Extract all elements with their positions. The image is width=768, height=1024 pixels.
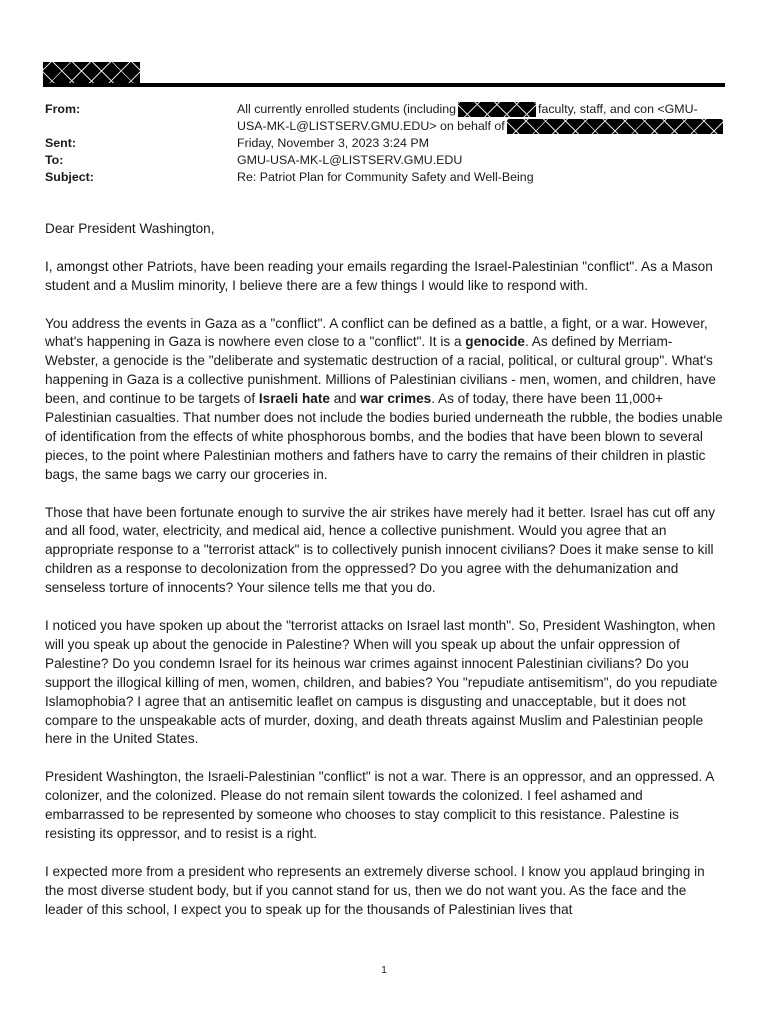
email-header	[45, 101, 725, 186]
paragraph-2-text-d: and	[329, 391, 361, 407]
paragraph-6: I expected more from a president who represents an extremely diverse school. I know you applaud bringing in the most diverse student body, but if you cannot stand for us, then we do not want you. As the face and the leader of this school, I expect you to speak up for the thousands of Palestinian lives that	[45, 863, 705, 917]
redaction-block-from	[458, 102, 536, 117]
paragraph-3: Those that have been fortunate enough to survive the air strikes have merely had it better. Israel has cut off any and all food, water, electricity, and medical aid, hence a collective punishment. Would you agree that an appropriate response to a "terrorist attack" is to collectively punish innocent civilians? Does it make sense to kill children as a response to decolonization from the oppressed? Do you agree with the dehumanization and senseless torture of innocents? Your silence tells me that you do.	[45, 504, 716, 596]
bold-war-crimes: war crimes	[360, 391, 432, 407]
sent-value: Friday, November 3, 2023 3:24 PM	[237, 136, 429, 150]
bold-israeli-hate: Israeli hate	[258, 391, 330, 407]
from-value-part-1: All currently enrolled students (including	[237, 102, 457, 116]
sent-label: Sent:	[45, 136, 76, 150]
bold-genocide: genocide	[465, 334, 525, 350]
sent-row	[45, 135, 725, 152]
email-body	[45, 220, 725, 938]
from-value-part-2: faculty, staff, and con <GMU-USA-MK-L@LISTSERV.GMU.EDU> on behalf of	[237, 102, 698, 133]
paragraph-2-text-e: . As of today, there have been 11,000+ Palestinian casualties. That number does not include the bodies buried underneath the rubble, the bodies unable of identification from the effects of white phosphorous bombs, and the bodies that have been blown to several pieces, to the point where Palestinian mothers and fathers have to carry the remains of their children in plastic bags, the same bags we carry our groceries in.	[45, 391, 723, 482]
subject-row	[45, 169, 725, 186]
redaction-block-behalf	[507, 119, 723, 134]
to-value: GMU-USA-MK-L@LISTSERV.GMU.EDU	[237, 153, 463, 167]
to-row	[45, 152, 725, 169]
salutation: Dear President Washington,	[45, 221, 215, 236]
paragraph-2	[45, 315, 725, 485]
from-label: From:	[45, 102, 81, 116]
subject-label: Subject:	[45, 170, 94, 184]
redaction-block-header	[43, 62, 140, 84]
from-row	[45, 101, 725, 135]
header-rule	[43, 83, 725, 87]
from-value	[237, 101, 725, 135]
paragraph-4: I noticed you have spoken up about the "terrorist attacks on Israel last month". So, President Washington, when will you speak up about the genocide in Palestine? When will you speak up about the unfair oppression of Palestine? Do you condemn Israel for its heinous war crimes against innocent Palestinian civilians? Do you support the illogical killing of men, women, children, and babies? You "repudiate antisemitism", do you repudiate Islamophobia? I agree that an antisemitic leaflet on campus is disgusting and unacceptable, but it does not compare to the unspeakable acts of murder, doxing, and death threats against Muslim and Palestinian people here in the United States.	[45, 617, 718, 747]
paragraph-2-text-a: You address the events in Gaza as a "conflict". A conflict can be defined as a battle, a fight, or a war. However, what's happening in Gaza is nowhere even close to a "conflict". It is a	[45, 315, 708, 350]
subject-value: Re: Patriot Plan for Community Safety and Well-Being	[237, 170, 534, 184]
paragraph-1: I, amongst other Patriots, have been reading your emails regarding the Israel-Palestinian "conflict". As a Mason student and a Muslim minority, I believe there are a few things I would like to respond with.	[45, 258, 713, 293]
paragraph-2-text-c: . As defined by Merriam-Webster, a genocide is the "deliberate and systematic destruction of a racial, political, or cultural group". What's happening in Gaza is a collective punishment. Millions of Palestinian civilians - men, women, and children, have been, and continue to be targets of	[45, 334, 716, 407]
to-label: To:	[45, 153, 64, 167]
page-number: 1	[381, 965, 387, 976]
paragraph-5: President Washington, the Israeli-Palestinian "conflict" is not a war. There is an oppressor, and an oppressed. A colonizer, and the colonized. Please do not remain silent towards the colonized. I feel ashamed and embarrassed to be represented by someone who chooses to stay complicit to this resistance. Palestine is resisting its oppressor, and to resist is a right.	[45, 769, 714, 841]
